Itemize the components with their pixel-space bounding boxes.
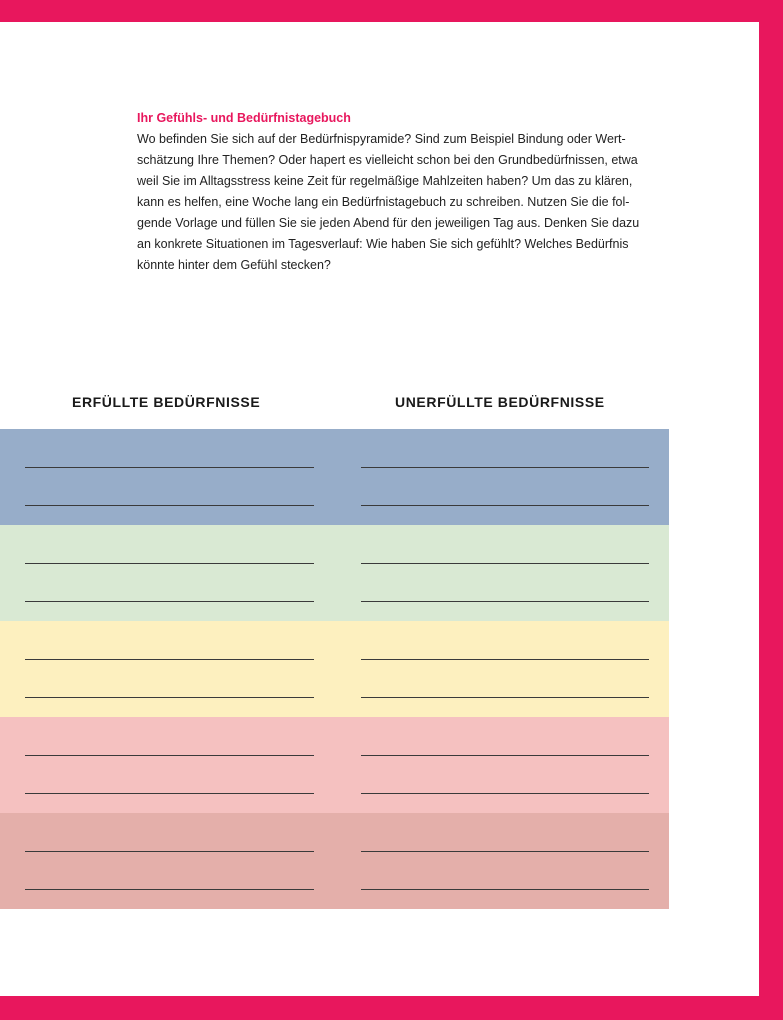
write-line-unfulfilled[interactable]	[361, 851, 649, 852]
intro-body	[137, 129, 642, 276]
column-header-unfulfilled: UNERFÜLLTE BEDÜRFNISSE	[395, 394, 605, 410]
write-line-unfulfilled[interactable]	[361, 793, 649, 794]
write-line-unfulfilled[interactable]	[361, 505, 649, 506]
journal-row-band	[0, 621, 669, 717]
frame-right-border	[759, 0, 783, 1020]
write-line-fulfilled[interactable]	[25, 851, 314, 852]
write-line-unfulfilled[interactable]	[361, 755, 649, 756]
intro-line: weil Sie im Alltagsstress keine Zeit für regelmäßige Mahlzeiten haben? Um das zu klären,	[137, 174, 633, 188]
write-line-unfulfilled[interactable]	[361, 889, 649, 890]
journal-row-band	[0, 525, 669, 621]
intro-line: könnte hinter dem Gefühl stecken?	[137, 258, 331, 272]
write-line-unfulfilled[interactable]	[361, 659, 649, 660]
write-line-fulfilled[interactable]	[25, 755, 314, 756]
write-line-fulfilled[interactable]	[25, 659, 314, 660]
intro-line: gende Vorlage und füllen Sie sie jeden Abend für den jeweiligen Tag aus. Denken Sie dazu	[137, 216, 640, 230]
write-line-fulfilled[interactable]	[25, 889, 314, 890]
write-line-fulfilled[interactable]	[25, 697, 314, 698]
write-line-fulfilled[interactable]	[25, 793, 314, 794]
intro-line: Wo befinden Sie sich auf der Bedürfnispyramide? Sind zum Beispiel Bindung oder Wert-	[137, 132, 626, 146]
journal-row-band	[0, 813, 669, 909]
column-header-fulfilled: ERFÜLLTE BEDÜRFNISSE	[72, 394, 261, 410]
frame-top-border	[0, 0, 783, 22]
intro-section	[137, 108, 642, 276]
intro-line: kann es helfen, eine Woche lang ein Bedürfnistagebuch zu schreiben. Nutzen Sie die fol-	[137, 195, 630, 209]
journal-row-band	[0, 429, 669, 525]
write-line-unfulfilled[interactable]	[361, 467, 649, 468]
write-line-fulfilled[interactable]	[25, 505, 314, 506]
journal-table	[0, 429, 669, 909]
journal-row-band	[0, 717, 669, 813]
write-line-fulfilled[interactable]	[25, 467, 314, 468]
intro-title: Ihr Gefühls- und Bedürfnistagebuch	[137, 111, 351, 125]
intro-line: schätzung Ihre Themen? Oder hapert es vielleicht schon bei den Grundbedürfnissen, etwa	[137, 153, 638, 167]
write-line-unfulfilled[interactable]	[361, 601, 649, 602]
frame-bottom-border	[0, 996, 783, 1020]
write-line-fulfilled[interactable]	[25, 601, 314, 602]
write-line-fulfilled[interactable]	[25, 563, 314, 564]
write-line-unfulfilled[interactable]	[361, 563, 649, 564]
intro-line: an konkrete Situationen im Tagesverlauf: Wie haben Sie sich gefühlt? Welches Bedürfnis	[137, 237, 629, 251]
write-line-unfulfilled[interactable]	[361, 697, 649, 698]
